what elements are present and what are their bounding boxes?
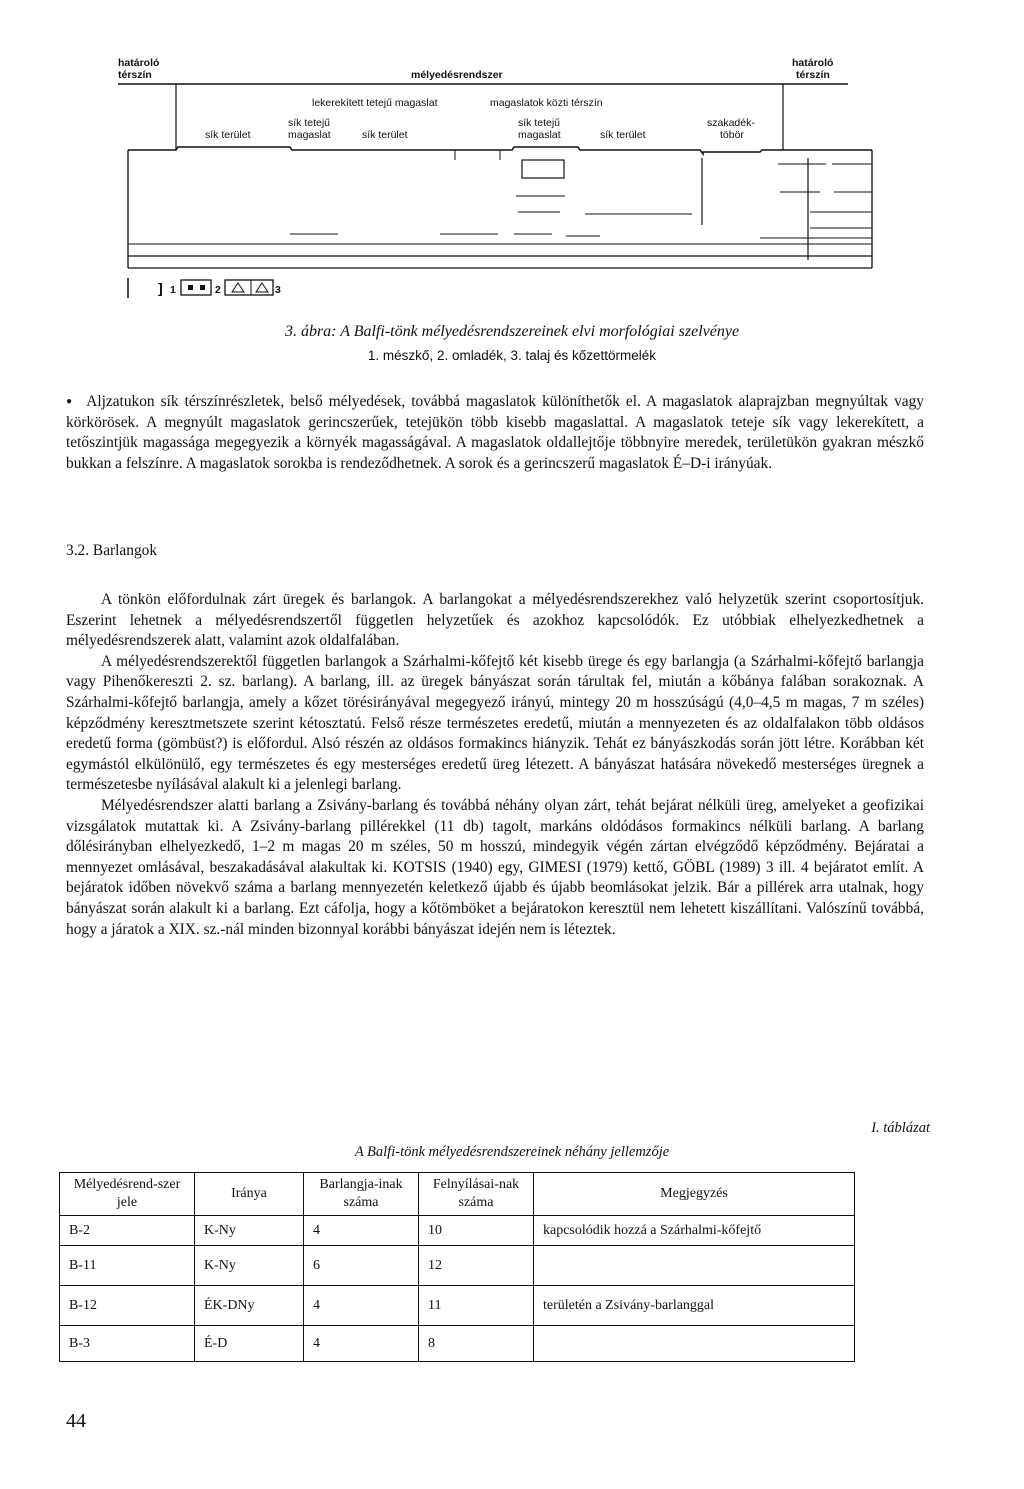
- terrain-profile: [128, 147, 872, 268]
- section-heading: 3.2. Barlangok: [66, 542, 158, 559]
- intro-paragraph: [66, 392, 924, 474]
- table-header: Megjegyzés: [534, 1173, 855, 1216]
- table-header-row: [60, 1173, 855, 1216]
- characteristics-table: [59, 1172, 855, 1362]
- table-cell: B-12: [60, 1286, 195, 1326]
- table-cell: 11: [419, 1286, 534, 1326]
- figure-legend-text: 1. mészkő, 2. omladék, 3. talaj és kőzettörmelék: [367, 348, 657, 363]
- table-cell: 8: [419, 1326, 534, 1362]
- table-cell: 12: [419, 1246, 534, 1286]
- legend-3: 3: [275, 284, 281, 296]
- label-right-edge-2: térszín: [796, 69, 830, 81]
- label-flat-1: sík terület: [205, 129, 251, 141]
- table-row: [60, 1326, 855, 1362]
- table-cell: [534, 1326, 855, 1362]
- table-cell: 4: [304, 1216, 419, 1246]
- figure-legend: [128, 278, 281, 298]
- table-title: A Balfi-tönk mélyedésrendszereinek néhány jellemzője: [354, 1144, 670, 1160]
- figure-caption: 3. ábra: A Balfi-tönk mélyedésrendszereinek elvi morfológiai szelvénye: [284, 323, 740, 340]
- table-cell: 4: [304, 1286, 419, 1326]
- body-paragraph-1: A tönkön előfordulnak zárt üregek és barlangok. A barlangokat a mélyedésrendszerekhez való helyzetük szerint csoportosítjuk. Eszerint lehetnek a mélyedésrendszertől független helyzetűek és azokhoz kapcsolódók. Ez utóbbiak elhelyezkedhetnek a mélyedésrendszerek alatt, valamint azok oldalfalában.: [66, 591, 924, 650]
- morphology-profile-figure: [0, 0, 1024, 310]
- table-cell: B-3: [60, 1326, 195, 1362]
- table-cell: K-Ny: [195, 1246, 304, 1286]
- table-row: [60, 1246, 855, 1286]
- label-right-edge-1: határoló: [792, 57, 834, 69]
- bullet-paragraph: ● Aljzatukon sík térszínrészletek, belső mélyedések, továbbá magaslatok különíthetők el. A magaslatok alaprajzban megnyúltak vagy körkörösek. A megnyúlt magaslatok gerincszerűek, tetejükön több kisebb magaslattal. A magaslatok teteje sík vagy lekerekített, a tetőszintjük magassága megegyezik a környék magasságával. A magaslatok oldallejtője többnyire meredek, területükön gyakran mészkő bukkan a felszínre. A magaslatok sorokba is rendeződhetnek. A sorok és a gerincszerű magaslatok É–D-i irányúak.: [66, 392, 924, 474]
- table-row: [60, 1286, 855, 1326]
- label-scree-2: töbör: [720, 129, 744, 141]
- page-number: 44: [66, 1410, 86, 1432]
- label-between-hills: magaslatok közti térszín: [490, 97, 603, 109]
- label-flat-top-hill-1b: magaslat: [288, 129, 331, 141]
- body-paragraph-2: A mélyedésrendszerektől független barlangok a Szárhalmi-kőfejtő két kisebb ürege és egy barlangja (a Szárhalmi-kőfejtő barlangja vagy Pihenőkereszti 2. sz. barlang). A barlang, ill. az üregek bányászat során tárultak fel, miután a kőbánya falában sorakoznak. A Szárhalmi-kőfejtő barlangja, amely a kőzet törésirányával megegyező irányú, mintegy 20 m hosszúságú (4,0–4,5 m magas, 7 m széles) képződmény keresztmetszete szerint kétosztatú. Felső része természetes eredetű, miután a mennyezeten és az oldalfalakon több oldásos eredetű forma (gömbüst?) is előfordul. Alsó részén az oldásos formakincs hiányzik. Tehát ez bányászkodás során jött létre. Korábban két egymástól elkülönülő, egy természetes és egy mesterséges eredetű üreg létezett. A bányászat hatására növekedő mesterséges üregnek a természetesbe nyílásával alakult ki a jelenlegi barlang.: [66, 652, 924, 794]
- table-header: Barlangja-inak száma: [304, 1173, 419, 1216]
- label-scree-1: szakadék-: [707, 117, 755, 129]
- table-cell: 4: [304, 1326, 419, 1362]
- body-text: [66, 590, 924, 940]
- body-paragraph-3: Mélyedésrendszer alatti barlang a Zsivány-barlang és továbbá néhány olyan zárt, tehát bejárat nélküli üreg, amelyeket a geofizikai vizsgálatok mutattak ki. A Zsivány-barlang pillérekkel (11 db) tagolt, markáns oldódásos formakincs nélküli barlang. A barlang dőlésirányban elhelyezkedő, 1–2 m magas 20 m széles, 50 m hosszú, mindegyik végén zártan elvégződő képződmény. Bejáratai a mennyezet omlásával, beszakadásával alakultak ki. KOTSIS (1940) egy, GIMESI (1979) kettő, GÖBL (1989) 3 ill. 4 bejáratot említ. A bejáratok időben növekvő száma a barlang mennyezetén keletkező újabb és újabb beomlásokat jelzik. Bár a pillérek arra utalnak, hogy bányászat során alakult ki a barlang. Ezt cáfolja, hogy a kőtömböket a bejáratokon keresztül nem lehetett kiszállítani. Valószínű továbbá, hogy a járatok a XIX. sz.-nál minden bizonnyal korábbi bányászat idején nem is léteztek.: [66, 796, 924, 938]
- label-rounded-hill: lekerekített tetejű magaslat: [312, 97, 438, 109]
- table-cell: ÉK-DNy: [195, 1286, 304, 1326]
- table-header: Mélyedésrend-szer jele: [60, 1173, 195, 1216]
- label-left-edge-2: térszín: [118, 69, 152, 81]
- legend-2: 2: [215, 284, 221, 296]
- table-header: Iránya: [195, 1173, 304, 1216]
- table-cell: kapcsolódik hozzá a Szárhalmi-kőfejtő: [534, 1216, 855, 1246]
- table-header: Felnyílásai-nak száma: [419, 1173, 534, 1216]
- table-cell: 6: [304, 1246, 419, 1286]
- label-left-edge-1: határoló: [118, 57, 160, 69]
- table-cell: 10: [419, 1216, 534, 1246]
- table-row: [60, 1216, 855, 1246]
- label-flat-top-hill-1a: sík tetejű: [288, 117, 331, 129]
- label-flat-top-hill-2a: sík tetejű: [518, 117, 561, 129]
- table-cell: É-D: [195, 1326, 304, 1362]
- table-cell: B-11: [60, 1246, 195, 1286]
- table-cell: B-2: [60, 1216, 195, 1246]
- label-flat-2: sík terület: [362, 129, 408, 141]
- table-cell: területén a Zsivány-barlanggal: [534, 1286, 855, 1326]
- svg-text:]: ]: [158, 280, 163, 296]
- label-flat-top-hill-2b: magaslat: [518, 129, 561, 141]
- legend-1: 1: [170, 284, 176, 296]
- table-cell: [534, 1246, 855, 1286]
- table-cell: K-Ny: [195, 1216, 304, 1246]
- table-tag: I. táblázat: [871, 1120, 930, 1136]
- label-flat-3: sík terület: [600, 129, 646, 141]
- label-depression-system: mélyedésrendszer: [411, 69, 503, 81]
